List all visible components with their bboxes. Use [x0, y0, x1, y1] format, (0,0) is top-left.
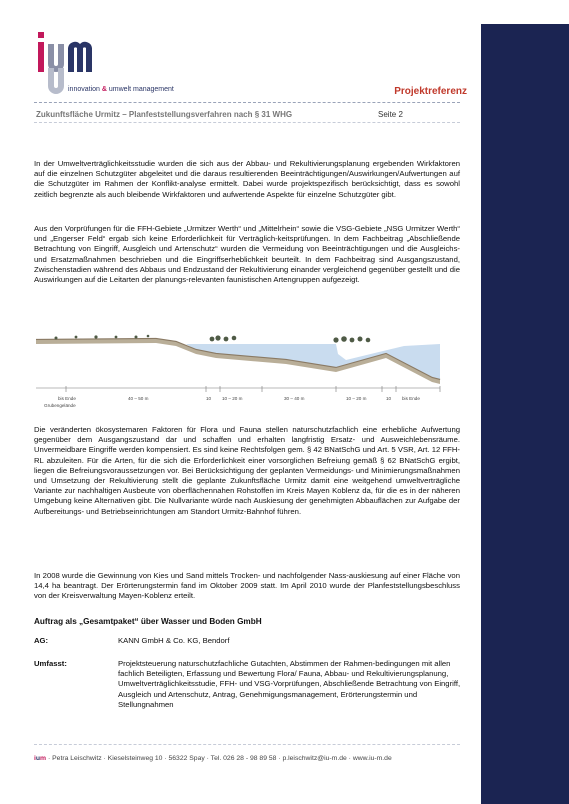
- scope-value: Projektsteuerung naturschutzfachliche Gutachten, Abstimmen der Rahmen-bedingungen mit allen fachlich Beteiligten, Erfassung und Bewertung Flora/ Fauna, Abbau- und Rekultivierungsplanung, Umweltverträglichkeitsstudie, FFH- und VSG-Vorprüfungen, Abschließende Betrachtung von Eingriff, Ausgleich und Artenschutz, Antrag, Genehmigungsmanagement, Erörterungstermin und Stellungnahmen: [118, 659, 461, 709]
- document-subtitle: Zukunftsfläche Urmitz – Planfeststellungsverfahren nach § 31 WHG: [36, 110, 293, 119]
- reference-label: Projektreferenz: [394, 86, 467, 97]
- diagram-label: 10 – 20 m: [222, 396, 243, 401]
- page-number: Seite 2: [378, 110, 403, 119]
- diagram-label: 10: [386, 396, 392, 401]
- ag-value: KANN GmbH & Co. KG, Bendorf: [118, 636, 230, 645]
- divider: [34, 744, 460, 745]
- diagram-label: 30 – 40 m: [284, 396, 305, 401]
- paragraph-4: In 2008 wurde die Gewinnung von Kies und Sand mittels Trocken- und nachfolgender Nass-auskiesung auf einer Fläche von 14,4 ha beantragt. Der Erörterungstermin fand im Oktober 2009 statt. Im April 2010 wurde der Planfeststellungsbeschluss von der Kreisverwaltung Mayen-Koblenz erteilt.: [34, 571, 460, 601]
- diagram-label: 40 – 50 m: [128, 396, 149, 401]
- ag-label: AG:: [34, 636, 49, 645]
- contract-heading: Auftrag als „Gesamtpaket“ über Wasser und Boden GmbH: [34, 617, 262, 626]
- diagram-label: bis Ende: [402, 396, 420, 401]
- footer: [34, 755, 392, 762]
- paragraph-2: Aus den Vorprüfungen für die FFH-Gebiete „Urmitzer Werth“ und „Mittelrhein“ sowie die VSG-Gebiete „NSG Urmitzer Werth“ und „Engerser Feld“ ergab sich keine Erforderlichkeit für Verträglich-keitsprüfungen. In dem Fachbeitrag „Abschließende Betrachtung von Eingriff, Ausgleich und Artenschutz“ wurden die Vermeidung von Beeinträchtigungen und die Ausgleichs- und Ersatzmaßnahmen beschrieben und die Eingriffserheblichkeit beurteilt. In dem Fachbeitrag sind Ausgangszustand, Zwischenstadien während des Abbaus und Endzustand der Rekultivierung einander vergleichend gegenüber gestellt und die Auswirkungen auf die Leitarten der planungs-relevanten faunistischen Artengruppen aufgezeigt.: [34, 224, 460, 285]
- paragraph-1: In der Umweltverträglichkeitsstudie wurden die sich aus der Abbau- und Rekultivierungsplanung ergebenden Wirkfaktoren auf die einzelnen Schutzgüter abgeleitet und die daraus resultierenden Beeinträchtigungen/Auswirkungen/Aufwertungen auf die Schutzgüter im Rahmen der Konflikt-analyse ermittelt. Dabei wurde projektspezifisch berücksichtigt, dass es sowohl zeitlich begrenzte als auch bleibende Wirkfaktoren und aufwertende Aspekte für einzelne Schutzgüter gibt.: [34, 159, 460, 199]
- diagram-label: 10: [206, 396, 212, 401]
- footer-logo: ium: [34, 755, 47, 762]
- cross-section-diagram: [36, 330, 446, 410]
- tagline: innovation & umwelt management: [68, 86, 174, 93]
- dimension-ticks: [36, 386, 440, 392]
- diagram-label: bis Ende: [58, 396, 76, 401]
- paragraph-3: Die veränderten ökosystemaren Faktoren für Flora und Fauna stellen naturschutzfachlich eine erhebliche Aufwertung gegenüber dem Ausgangszustand dar und schaffen und erhalten langfristig Ersatz- und Ausweichlebensräume. Unvermeidbare Eingriffe werden kompensiert. Es sind keine Rechtsfolgen gem. § 42 BNatSchG und Art. 5 VSR, Art. 12 FFH-RL abzuleiten. Für die Arten, für die sich die Erforderlichkeit einer vorsorglichen Befreiung gemäß § 62 BNatSchG ergibt, liegen die Befreiungsvoraussetzungen vor. Bei Berücksichtigung der geplanten Vermeidungs- und Minimierungsmaßnahmen und Umsetzung der Rekultivierung stellt die geplante Zukunftsfläche Urmitz damit eine weitgehend umweltverträgliche Variante zur nachhaltigen Ausbeute von oberflächennahen Rohstoffen im Kreis Mayen Koblenz da, für die es in der näheren Umgebung keine Alternativen gibt. Die Nullvariante würde nach Auskiesung der genehmigten Abbauflächen zur Aufgabe der Aufbereitungs- und Betriebseinrichtungen am Standort Urmitz-Bahnhof führen.: [34, 425, 460, 516]
- divider: [34, 122, 460, 123]
- diagram-label: Grubengelände: [44, 403, 76, 408]
- scope-label: Umfasst:: [34, 659, 67, 668]
- footer-contact: · Petra Leischwitz · Kieselsteinweg 10 · 56322 Spay · Tel. 026 28 - 98 89 58 · p.leischwitz@iu-m.de · www.iu-m.de: [46, 755, 392, 762]
- sidebar-band: [481, 24, 569, 804]
- diagram-label: 10 – 20 m: [346, 396, 367, 401]
- divider: [34, 102, 460, 103]
